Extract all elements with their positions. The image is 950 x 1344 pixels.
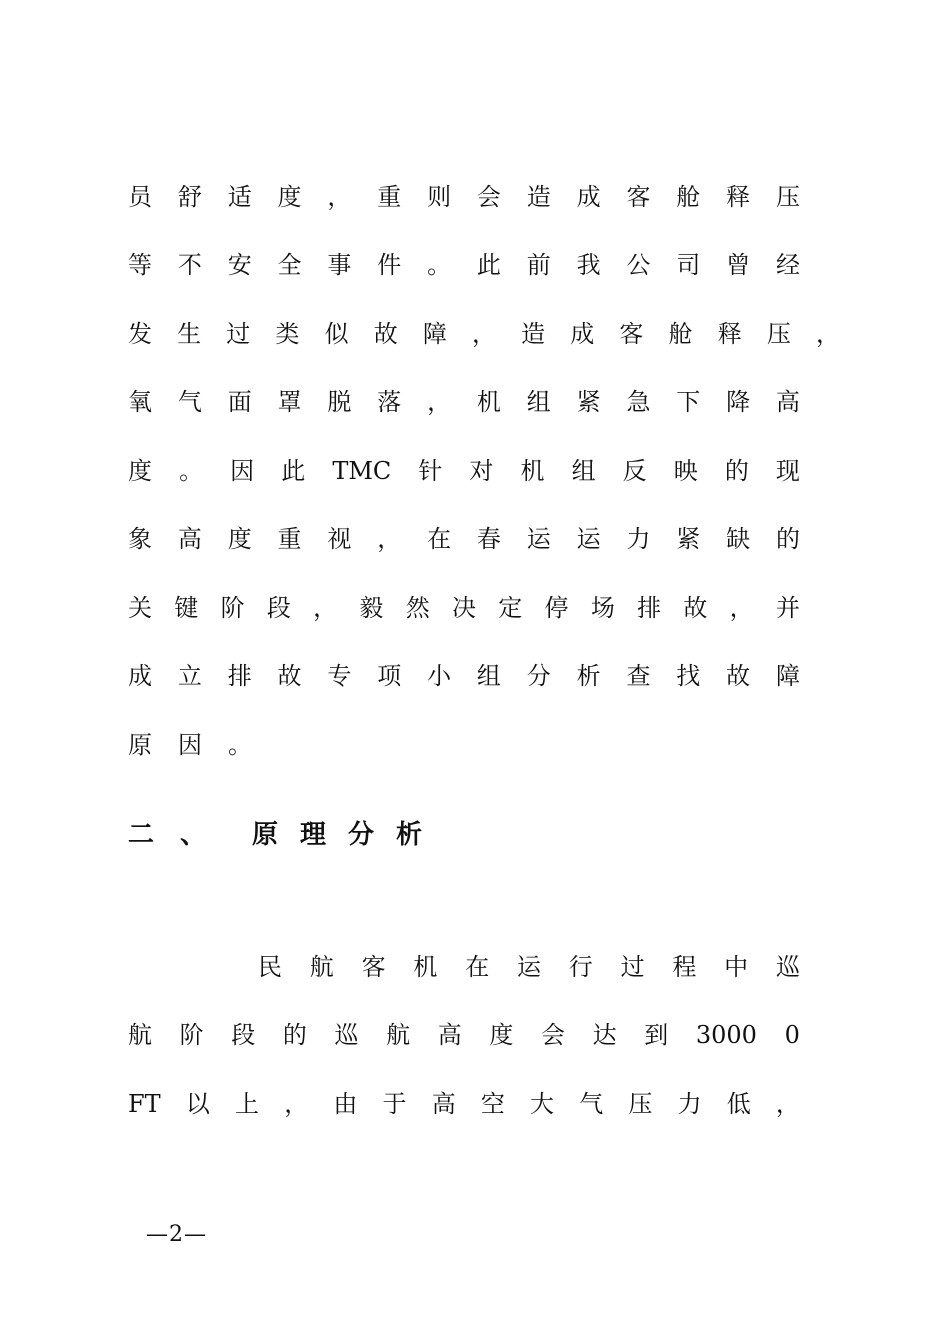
body-line-6: 象 高 度 重 视 ， 在 春 运 运 力 紧 缺 的 xyxy=(128,525,800,553)
body-line-7: 关 键 阶 段 ， 毅 然 决 定 停 场 排 故 ， 并 xyxy=(128,594,800,622)
body-line-5: 度 。 因 此 TMC 针 对 机 组 反 映 的 现 xyxy=(128,457,800,485)
body-line-8: 成 立 排 故 专 项 小 组 分 析 查 找 故 障 xyxy=(128,662,800,690)
body-line-1: 员 舒 适 度 ， 重 则 会 造 成 客 舱 释 压 xyxy=(128,183,800,211)
body-line-10: 民 航 客 机 在 运 行 过 程 中 巡 xyxy=(258,953,800,981)
body-line-12: FT 以 上 ， 由 于 高 空 大 气 压 力 低 ， xyxy=(128,1090,800,1118)
body-line-3: 发 生 过 类 似 故 障 ， 造 成 客 舱 释 压 ， xyxy=(128,320,840,348)
page-number: —2— xyxy=(146,1222,207,1247)
body-line-4: 氧 气 面 罩 脱 落 ， 机 组 紧 急 下 降 高 xyxy=(128,388,800,416)
section-number: 二 、 xyxy=(128,819,207,850)
section-title: 原 理 分 析 xyxy=(252,819,423,850)
body-line-2: 等 不 安 全 事 件 。 此 前 我 公 司 曾 经 xyxy=(128,251,800,279)
section-heading xyxy=(128,810,422,854)
body-line-11: 航 阶 段 的 巡 航 高 度 会 达 到 3000 0 xyxy=(128,1021,800,1049)
body-line-9: 原 因 。 xyxy=(128,731,252,759)
